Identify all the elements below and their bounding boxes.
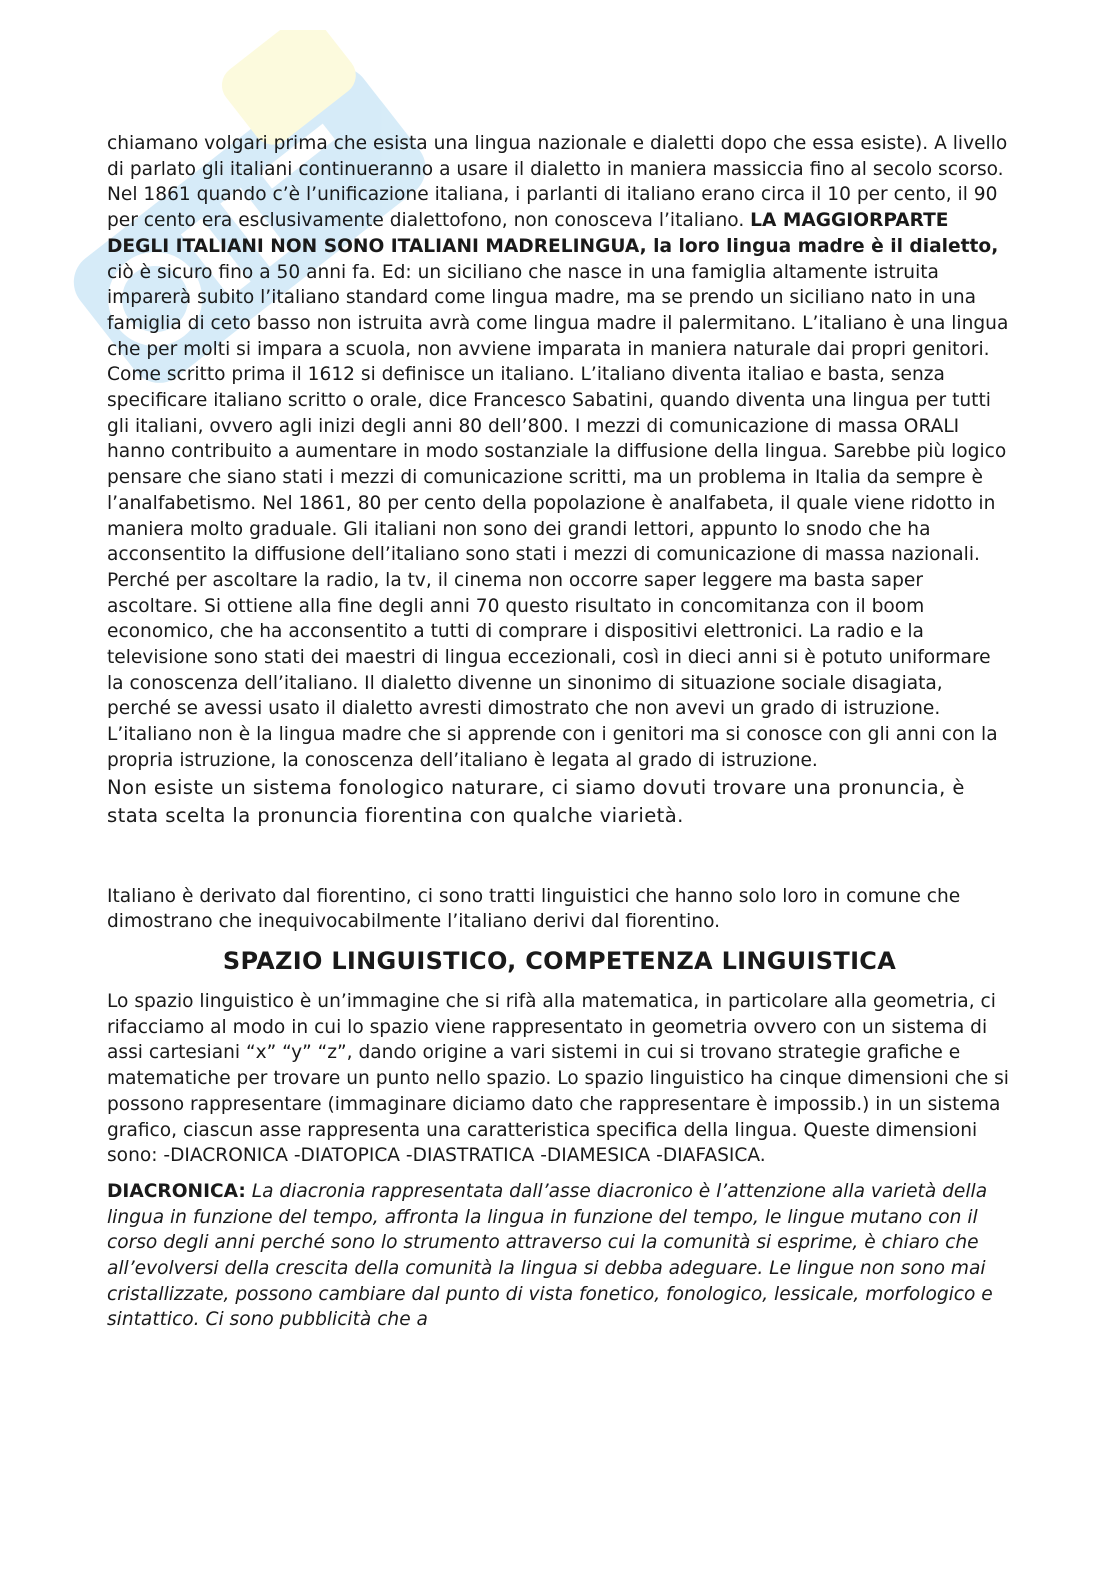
paragraph-origin: Italiano è derivato dal fiorentino, ci sono tratti linguistici che hanno solo loro in comune che dimostrano che inequivocabilmente l’italiano derivi dal fiorentino. bbox=[107, 885, 961, 933]
document-page bbox=[107, 131, 1012, 1333]
bold-statement: LA MAGGIORPARTE DEGLI ITALIANI NON SONO ITALIANI MADRELINGUA, la loro lingua madre è il dialetto, bbox=[107, 210, 999, 257]
diacronica-text: La diacronia rappresentata dall’asse diacronico è l’attenzione alla varietà della lingua in funzione del tempo, affronta la lingua in funzione del tempo, le lingue mutano con il corso degli anni perché sono lo strumento attraverso cui la comunità si esprime, è chiaro che all’evolversi della crescita della comunità la lingua si debba adeguare. Le lingue non sono mai cristallizzate, possono cambiare dal punto di vista fonetico, fonologico, lessicale, morfologico e sintattico. Ci sono pubblicità che a bbox=[107, 1180, 993, 1331]
paragraph-history bbox=[107, 131, 1012, 774]
paragraph-diacronica bbox=[107, 1179, 1012, 1333]
paragraph-pronunciation: Non esiste un sistema fonologico naturare, ci siamo dovuti trovare una pronuncia, è stata scelta la pronuncia fiorentina con qualche viarietà. bbox=[107, 775, 965, 827]
diacronica-label: DIACRONICA: bbox=[107, 1180, 246, 1202]
text-span: chiamano volgari prima che esista una lingua nazionale e dialetti dopo che essa esiste). A livello di parlato gli italiani continueranno a usare il dialetto in maniera massiccia fino al secolo scorso. Nel 1861 quando c’è l’unificazione italiana, i parlanti di italiano erano circa il 10 per cento, il 90 per cento era esclusivamente dialettofono, non conosceva l’italiano. bbox=[107, 133, 1008, 232]
spacer bbox=[107, 830, 1012, 884]
paragraph-spazio-linguistico: Lo spazio linguistico è un’immagine che si rifà alla matematica, in particolare alla geometria, ci rifacciamo al modo in cui lo spazio viene rappresentato in geometria ovvero con un sistema di assi cartesiani “x” “y” “z”, dando origine a vari sistemi in cui si trovano strategie grafiche e matematiche per trovare un punto nello spazio. Lo spazio linguistico ha cinque dimensioni che si possono rappresentare (immaginare diciamo dato che rappresentare è impossib.) in un sistema grafico, ciascun asse rappresenta una caratteristica specifica della lingua. Queste dimensioni sono: -DIACRONICA -DIATOPICA -DIASTRATICA -DIAMESICA -DIAFASICA. bbox=[107, 990, 1009, 1167]
section-heading: SPAZIO LINGUISTICO, COMPETENZA LINGUISTICA bbox=[222, 946, 897, 975]
text-span: ciò è sicuro fino a 50 anni fa. Ed: un siciliano che nasce in una famiglia altamente istruita imparerà subito l’italiano standard come lingua madre, ma se prendo un siciliano nato in una famiglia di ceto basso non istruita avrà come lingua madre il palermitano. L’italiano è una lingua che per molti si impara a scuola, non avviene imparata in maniera naturale dai propri genitori. Come scritto prima il 1612 si definisce un italiano. L’italiano diventa italiao e basta, senza specificare italiano scritto o orale, dice Francesco Sabatini, quando diventa una lingua per tutti gli italiani, ovvero agli inizi degli anni 80 dell’800. I mezzi di comunicazione di massa ORALI hanno contribuito a aumentare in modo sostanziale la diffusione della lingua. Sarebbe più logico pensare che siano stati i mezzi di comunicazione scritti, ma un problema in Italia da sempre è l’analfabetismo. Nel 1861, 80 per cento della popolazione è analfabeta, il quale viene ridotto in maniera molto graduale. Gli italiani non sono dei grandi lettori, appunto lo snodo che ha acconsentito la diffusione dell’italiano sono stati i mezzi di comunicazione di massa nazionali. Perché per ascoltare la radio, la tv, il cinema non occorre saper leggere ma basta saper ascoltare. Si ottiene alla fine degli anni 70 questo risultato in concomitanza con il boom economico, che ha acconsentito a tutti di comprare i dispositivi elettronici. La radio e la televisione sono stati dei maestri di lingua eccezionali, così in dieci anni si è potuto uniformare la conoscenza dell’italiano. Il dialetto divenne un sinonimo di situazione sociale disagiata, perché se avessi usato il dialetto avresti dimostrato che non avevi un grado di istruzione. L’italiano non è la lingua madre che si apprende con i genitori ma si conosce con gli anni con la propria istruzione, la conoscenza dell’italiano è legata al grado di istruzione. bbox=[107, 261, 1009, 771]
